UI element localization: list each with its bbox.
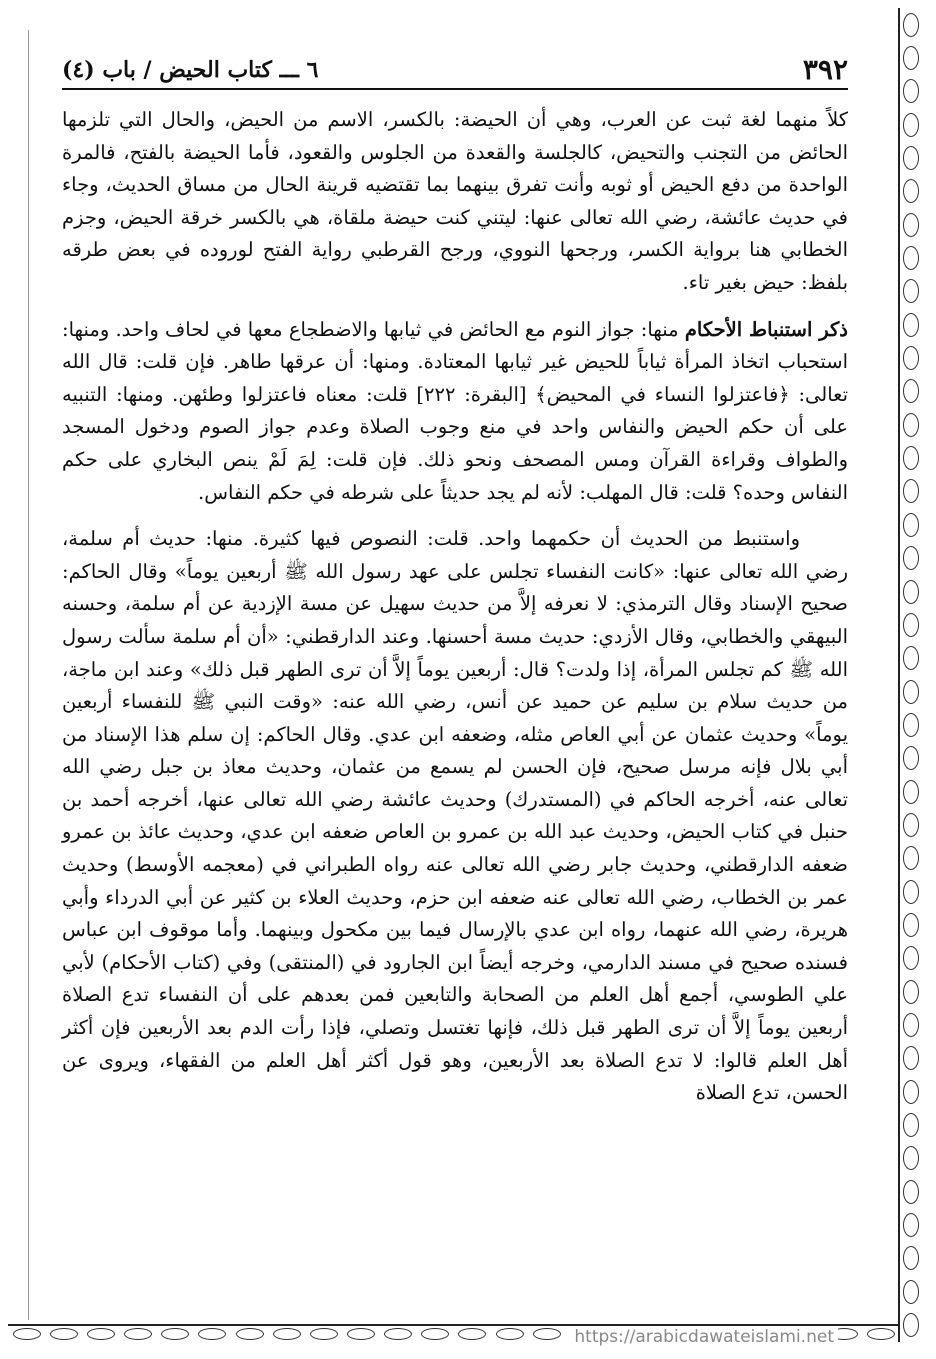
paragraph-text: منها: جواز النوم مع الحائض في ثيابها والاضطجاع معها في لحاف واحد. ومنها: استحباب اتخاذ المرأة ثياباً للحيض غير ثيابها المعتادة. ومنها: أن عرقها طاهر. فإن قلت: قال الله تعالى: ﴿فاعتزلوا النساء في المحيض﴾ [البقرة: ٢٢٢] قلت: معناه فاعتزلوا وطئهن. ومنها: التنبيه على أن حكم الحيض والنفاس واحد في منع وجوب الصلاة وعدم جواز الصوم ودخول المسجد والطواف وقراءة القرآن ومس المصحف ونحو ذلك. فإن قلت: لِمَ لَمْ ينص البخاري على حكم النفاس وحده؟ قلت: قال المهلب: لأنه لم يجد حديثاً على شرطه في حكم النفاس.	[62, 317, 848, 504]
left-rule	[28, 30, 29, 1320]
paragraph-3	[62, 523, 848, 1110]
decorative-border-right	[898, 8, 922, 1342]
page-header	[62, 52, 848, 90]
running-title: ٦ ـــ كتاب الحيض / باب (٤)	[62, 57, 319, 83]
watermark-url: https://arabicdawateislami.net	[570, 1327, 838, 1347]
paragraph-2	[62, 314, 848, 510]
page-body	[62, 104, 848, 1110]
paragraph-text: كلاً منهما لغة ثبت عن العرب، وهي أن الحيضة: بالكسر، الاسم من الحيض، والحال التي تلزمها الحائض من التجنب والتحيض، كالجلسة والقعدة من الجلوس والقعود، فأما الحيضة بالفتح، فالمرة الواحدة من دفع الحيض أو ثوبه وأنت تفرق بينهما بما تقتضيه قرينة الحال من مساق الحديث، وجاء في حديث عائشة، رضي الله تعالى عنها: ليتني كنت حيضة ملقاة، هي بالكسر خرقة الحيض، وجزم الخطابي هنا برواية الكسر، ورجحها النووي، ورجح القرطبي رواية الفتح لوروده في بعض طرقه بلفظ: حيض بغير تاء.	[62, 108, 848, 294]
paragraph-1	[62, 104, 848, 300]
paragraph-text: واستنبط من الحديث أن حكمهما واحد. قلت: النصوص فيها كثيرة. منها: حديث أم سلمة، رضي الله تعالى عنها: «كانت النفساء تجلس على عهد رسول الله ﷺ أربعين يوماً» وقال الحاكم: صحيح الإسناد وقال الترمذي: لا نعرفه إلاَّ من حديث سهيل عن مسة الإزدية عن أم سلمة، وحسنه البيهقي والخطابي، وقال الأزدي: حديث مسة أحسنها. وعند الدارقطني: «أن أم سلمة سألت رسول الله ﷺ كم تجلس المرأة، إذا ولدت؟ قال: أربعين يوماً إلاَّ أن ترى الطهر قبل ذلك» وعند ابن ماجة، من حديث سلام بن سليم عن حميد عن أنس، رضي الله عنه: «وقت النبي ﷺ للنفساء أربعين يوماً» وحديث عثمان عن أبي العاص مثله، وضعفه ابن عدي. وقال الحاكم: إن سلم هذا الإسناد من أبي بلال فإنه مرسل صحيح، فإن الحسن لم يسمع من عثمان، وحديث معاذ بن جبل رضي الله تعالى عنه، أخرجه الحاكم في (المستدرك) وحديث عائشة رضي الله تعالى عنها، أخرجه أحمد بن حنبل في كتاب الحيض، وحديث عبد الله بن عمرو بن العاص ضعفه ابن عدي، وحديث عائذ بن عمرو ضعفه الدارقطني، وحديث جابر رضي الله تعالى عنه رواه الطبراني في (معجمه الأوسط) وحديث عمر بن الخطاب، رضي الله تعالى عنه ضعفه ابن حزم، وحديث العلاء بن كثير عن أبي الدرداء وأبي هريرة، رضي الله عنهما، رواه ابن عدي بالإرسال فيما بين مكحول وبينهما. وأما موقوف ابن عباس فسنده صحيح في مسند الدارمي، وخرجه أيضاً ابن الجارود في (المنتقى) وفي (كتاب الأحكام) لأبي علي الطوسي، أجمع أهل العلم من الصحابة والتابعين فمن بعدهم على أن النفساء تدع الصلاة أربعين يوماً إلاَّ أن ترى الطهر قبل ذلك، فإنها تغتسل وتصلي، فإذا رأت الدم بعد الأربعين فإن أكثر أهل العلم قالوا: لا تدع الصلاة بعد الأربعين، وهو قول أكثر أهل العلم من الفقهاء، ويروى عن الحسن، تدع الصلاة	[62, 527, 849, 1105]
section-lead: ذكر استنباط الأحكام	[684, 317, 848, 341]
page-number: ٣٩٢	[802, 53, 848, 86]
